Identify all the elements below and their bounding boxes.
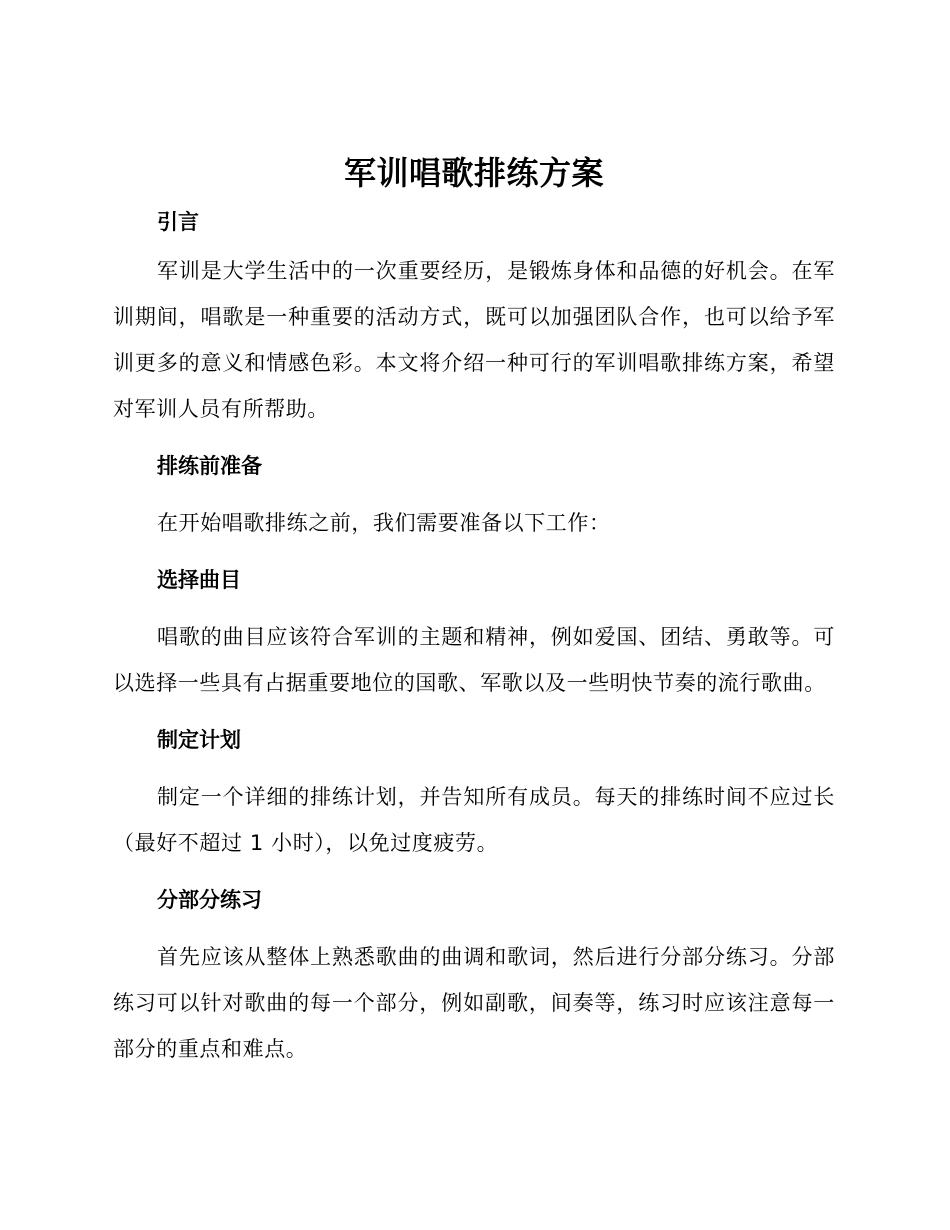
section-heading-song-selection: 选择曲目 [157, 568, 241, 592]
section-paragraph-plan: 制定一个详细的排练计划，并告知所有成员。每天的排练时间不应过长（最好不超过 1 小时），以免过度疲劳。 [113, 785, 835, 855]
document-body [113, 150, 835, 1072]
section-heading-preparation: 排练前准备 [157, 454, 262, 478]
section-paragraph-song-selection: 唱歌的曲目应该符合军训的主题和精神，例如爱国、团结、勇敢等。可以选择一些具有占据重要地位的国歌、军歌以及一些明快节奏的流行歌曲。 [113, 625, 835, 695]
section-paragraph-preparation: 在开始唱歌排练之前，我们需要准备以下工作： [157, 511, 611, 535]
section-heading-part-practice: 分部分练习 [157, 888, 262, 912]
section-heading-plan: 制定计划 [157, 728, 241, 752]
document-title: 军训唱歌排练方案 [343, 154, 604, 192]
section-paragraph-intro: 军训是大学生活中的一次重要经历，是锻炼身体和品德的好机会。在军训期间，唱歌是一种重要的活动方式，既可以加强团队合作，也可以给予军训更多的意义和情感色彩。本文将介绍一种可行的军训唱歌排练方案，希望对军训人员有所帮助。 [113, 259, 835, 421]
section-heading-intro: 引言 [157, 210, 199, 234]
section-paragraph-part-practice: 首先应该从整体上熟悉歌曲的曲调和歌词，然后进行分部分练习。分部练习可以针对歌曲的每一个部分，例如副歌，间奏等，练习时应该注意每一部分的重点和难点。 [113, 945, 835, 1061]
